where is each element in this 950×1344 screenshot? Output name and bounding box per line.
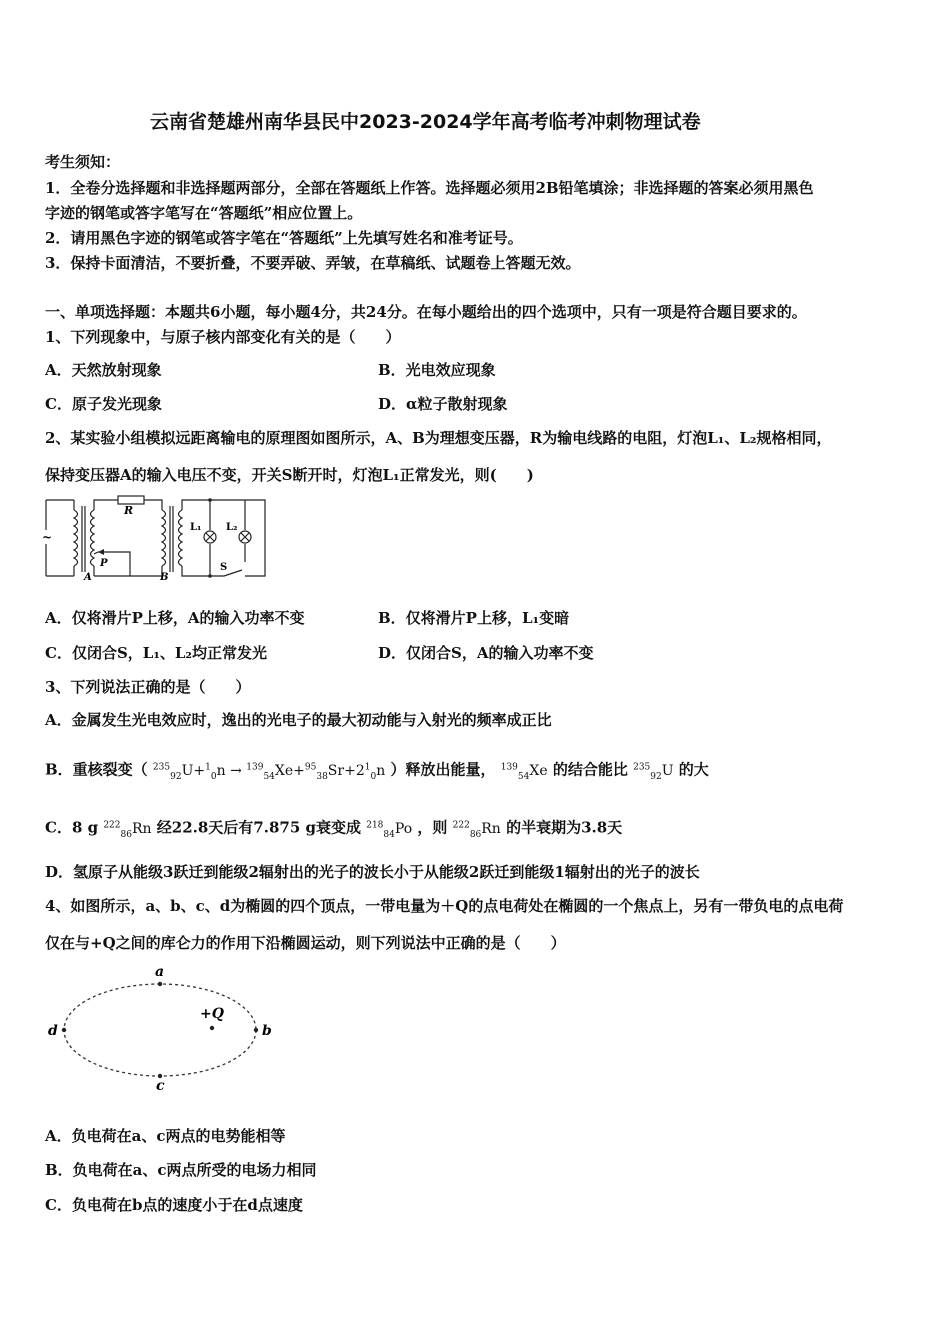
q3-c-mid2: ，则: [417, 818, 448, 837]
q2-option-a: A．仅将滑片P上移，A的输入功率不变: [45, 609, 305, 627]
q4-stem-1: 4、如图所示，a、b、c、d为椭圆的四个顶点，一带电量为＋Q的点电荷处在椭圆的一个焦点上，另有一带负电的点电荷: [45, 897, 844, 915]
q3-b-end: 的大: [678, 760, 709, 779]
q1-option-c: C．原子发光现象: [45, 395, 162, 413]
label-P: P: [100, 558, 108, 569]
q4-stem-2: 仅在与+Q之间的库仑力的作用下沿椭圆运动，则下列说法中正确的是（ ）: [45, 934, 566, 952]
label-a: a: [155, 964, 165, 980]
ellipse-orbit-diagram: [40, 962, 280, 1092]
q4-option-a: A．负电荷在a、c两点的电势能相等: [45, 1127, 286, 1145]
charge-Q-dot: [210, 1026, 214, 1030]
q2-option-c: C．仅闭合S，L₁、L₂均正常发光: [45, 644, 268, 662]
notice-line-2: 字迹的钢笔或答字笔写在“答题纸”相应位置上。: [45, 204, 363, 222]
q3-option-d: D．氢原子从能级3跃迁到能级2辐射出的光子的波长小于从能级2跃迁到能级1辐射出的光子的波长: [45, 863, 700, 881]
q3-c-mid: 经22.8天后有7.875 g衰变成: [156, 818, 361, 837]
exam-title: 云南省楚雄州南华县民中2023-2024学年高考临考冲刺物理试卷: [150, 111, 701, 133]
transformer-circuit-diagram: [40, 492, 270, 584]
xe-nuclide: $^{139}_{54}$Xe: [500, 762, 548, 782]
q2-option-d: D．仅闭合S，A的输入功率不变: [378, 644, 594, 662]
vertex-a-dot: [158, 982, 162, 986]
notice-line-4: 3．保持卡面清洁，不要折叠，不要弄破、弄皱，在草稿纸、试题卷上答题无效。: [45, 254, 581, 272]
label-b: b: [262, 1023, 272, 1039]
po-nuclide: $^{218}_{84}$Po: [366, 820, 413, 840]
vertex-b-dot: [254, 1028, 258, 1032]
q3-option-c: [45, 815, 622, 844]
q3-option-b: [45, 757, 709, 786]
notice-line-1: 1．全卷分选择题和非选择题两部分，全部在答题纸上作答。选择题必须用2B铅笔填涂；非选择题的答案必须用黑色: [45, 179, 814, 197]
section-heading: 一、单项选择题：本题共6小题，每小题4分，共24分。在每小题给出的四个选项中，只有一项是符合题目要求的。: [45, 303, 807, 321]
label-R: R: [124, 504, 134, 517]
label-L1: L₁: [190, 522, 202, 533]
ac-source-icon: ~: [42, 530, 53, 544]
label-d: d: [48, 1023, 58, 1039]
q3-c-end: 的半衰期为3.8天: [506, 818, 623, 837]
label-Q: +Q: [200, 1006, 224, 1022]
rn-nuclide: $^{222}_{86}$Rn: [103, 820, 152, 840]
q3-b-mid: ）释放出能量，: [390, 760, 496, 779]
label-c: c: [156, 1078, 165, 1092]
q3-b-prefix: B．重核裂变（: [45, 760, 148, 779]
q1-option-b: B．光电效应现象: [378, 361, 496, 379]
vertex-d-dot: [62, 1028, 66, 1032]
label-B: B: [160, 572, 169, 583]
rn-nuclide-2: $^{222}_{86}$Rn: [452, 820, 501, 840]
slider-arrow-icon: [98, 549, 104, 555]
label-A: A: [84, 572, 92, 583]
label-S: S: [220, 562, 228, 573]
q4-option-b: B．负电荷在a、c两点所受的电场力相同: [45, 1161, 317, 1179]
q3-stem: 3、下列说法正确的是（ ）: [45, 678, 251, 696]
q2-stem-1: 2、某实验小组模拟远距离输电的原理图如图所示，A、B为理想变压器，R为输电线路的电阻，灯泡L₁、L₂规格相同，: [45, 429, 832, 447]
q2-stem-2: 保持变压器A的输入电压不变，开关S断开时，灯泡L₁正常发光，则( ): [45, 466, 534, 484]
q1-option-d: D．α粒子散射现象: [378, 395, 508, 413]
u-nuclide: $^{235}_{92}$U: [633, 762, 674, 782]
q3-c-prefix: C．8 g: [45, 818, 99, 837]
notice-line-3: 2．请用黑色字迹的钢笔或答字笔在“答题纸”上先填写姓名和准考证号。: [45, 229, 523, 247]
orbit-ellipse: [64, 984, 256, 1076]
q1-stem: 1、下列现象中，与原子核内部变化有关的是（ ）: [45, 328, 401, 346]
fission-equation: $^{235}_{92}U+^1_0n \to ^{139}_{54}Xe+^{95}_{38}Sr+2^1_0n$: [152, 762, 386, 782]
q3-option-a: A．金属发生光电效应时，逸出的光电子的最大初动能与入射光的频率成正比: [45, 711, 552, 729]
label-L2: L₂: [226, 522, 238, 533]
q1-option-a: A．天然放射现象: [45, 361, 162, 379]
q4-option-c: C．负电荷在b点的速度小于在d点速度: [45, 1196, 303, 1214]
q2-option-b: B．仅将滑片P上移，L₁变暗: [378, 609, 570, 627]
notice-heading: 考生须知：: [45, 153, 121, 171]
q3-b-mid2: 的结合能比: [552, 760, 628, 779]
